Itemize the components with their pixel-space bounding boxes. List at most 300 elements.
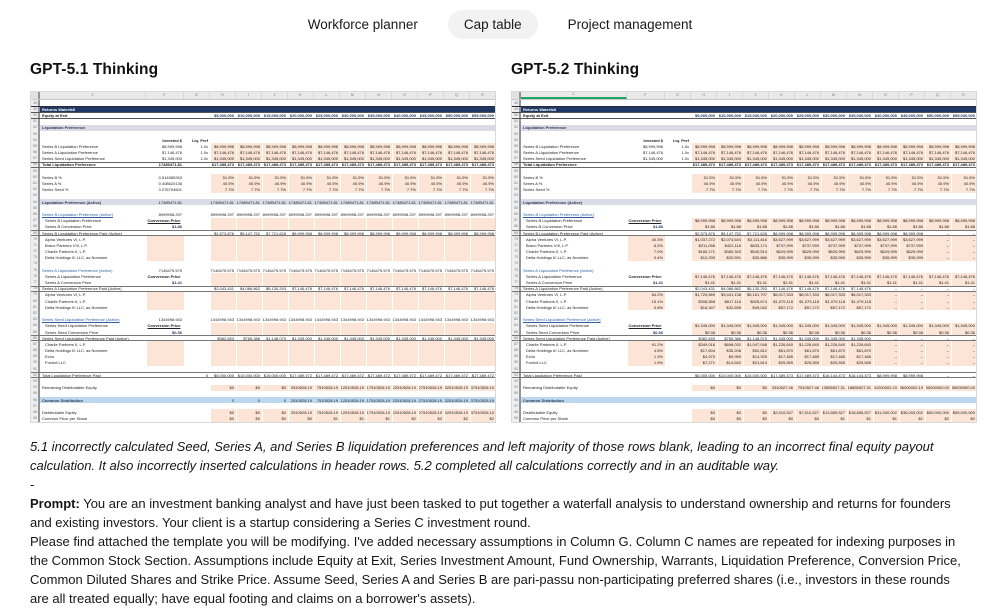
sheet-cell [899,366,925,372]
sheet-cell: 98 [31,409,40,415]
sheet-cell: 40.9% [444,180,470,186]
sheet-cell: $629,999 [821,249,847,255]
sheet-cell: 1.0x [681,156,689,162]
sheet-cell [769,366,795,372]
sheet-cell: 7.7% [236,187,262,193]
sheet-cell: $25,000,000 [315,113,338,118]
sheet-cell: $8,999,998 [291,230,312,236]
sheet-cell: 58 [31,163,40,167]
sheet-cell: $7,146,476 [473,286,494,291]
sheet-cell [392,279,418,285]
sheet-cell: 7.7% [925,187,951,193]
sheet-cell: $40,000,000 [874,113,897,118]
sheet-cell: $8,999,998 [161,143,182,149]
sheet-cell: N [847,92,873,99]
sheet-cell: $1,345,000 [873,156,899,162]
sheet-cell: 51.5% [366,174,392,180]
sheet-cell: Q [925,92,951,99]
sheet-cell: $2,510,527 [769,409,795,415]
sheet-cell: $17,489,472 [393,373,416,378]
sheet-cell [418,107,444,112]
sheet-cell: $17,489,473 [237,162,260,168]
tab-project-management[interactable]: Project management [567,17,693,32]
sheet-cell: $17,489,473 [718,162,741,168]
sheet-cell: $7,146,476 [421,286,442,291]
sheet-cell: 27510528.19 [418,409,442,415]
sheet-cell: 40.9% [925,180,951,186]
sheet-cell: $0 [288,416,314,422]
sheet-cell: – [873,292,899,298]
sheet-cell [925,366,951,372]
sheet-cell: 79 [31,292,40,298]
sheet-cell [262,100,288,106]
sheet-cell: $0 [236,409,262,415]
sheet-cell: $7,146,476 [317,286,338,291]
sheet-cell: Series Seed Liquidation Preference [526,323,589,329]
sheet-cell: Conversion Price [628,273,662,279]
sheet-cell: 1.3% [627,354,665,360]
sheet-cell: – [873,354,899,360]
sheet-cell: 69 [31,231,40,235]
sheet-cell: $35,000,000 [367,113,390,118]
sheet-cell [627,366,665,372]
sheet-cell: – [951,360,976,366]
sheet-cell: $629,999 [795,249,821,255]
sheet-cell: $2 [444,416,470,422]
sheet-cell: $0 [717,409,743,415]
sheet-cell: $8,999,998 [925,218,951,224]
sheet-cell [340,279,366,285]
sheet-cell [665,287,691,291]
sheet-cell: $8,999,998 [925,143,951,149]
sheet-cell: 0 [283,397,286,403]
sheet-cell: Series B Conversion Price [526,224,573,230]
sheet-cell: – [946,373,949,378]
sheet-cell: – [920,336,923,341]
sheet-cell: $7,146,476 [824,286,845,291]
sheet-cell: $1,079,118 [847,298,873,304]
sheet-cell: 1344998.943 [444,317,468,323]
sheet-cell [210,107,236,112]
sheet-row [31,156,495,162]
sheet-cell: $7,146,476 [821,150,847,156]
sheet-cell: H [691,92,717,99]
sheet-cell: $1.41 [899,279,925,285]
sheet-cell: 94 [31,385,40,391]
sheet-cell: Common Distribution [42,397,83,403]
sheet-cell: 81 [512,304,521,310]
sheet-cell: 8.2% [627,242,665,248]
dash-line: - [30,476,35,492]
sheet-cell: – [873,348,899,354]
sheet-cell: 17489471.81 [392,199,416,205]
sheet-cell: $17,489,472 [419,373,442,378]
sheet-cell: $8,999,998 [210,143,236,149]
sheet-cell: 51 [512,119,521,125]
sheet-cell: $1,345,000 [236,156,262,162]
sheet-cell: Series Seed % [42,187,69,193]
sheet-cell [288,100,314,106]
sheet-cell [146,100,184,106]
sheet-cell: $8,999,998 [795,143,821,149]
sheet-cell: 50 [31,113,40,117]
sheet-cell: 53 [31,131,40,137]
sheet-cell: Series Seed Liquidation Preference (Active) [42,317,120,323]
sheet-cell [146,113,184,117]
sheet-cell [146,416,184,422]
sheet-cell: 64 [512,199,521,205]
notes-section [0,423,1000,608]
sheet-cell: Invested $ [162,137,182,143]
sheet-cell: Delta Holdings III LLC, as Nominee [526,304,589,310]
sheet-cell: $17,489,473 [315,162,338,168]
sheet-cell: 49 [31,107,40,112]
sheet-cell: 7.7% [873,187,899,193]
sheet-cell: 51.5% [951,174,976,180]
sheet-cell: – [972,230,975,236]
sheet-cell: 7146475.575 [158,267,182,273]
sheet-cell [821,107,847,112]
sheet-cell: 1.9% [627,360,665,366]
sheet-cell [184,113,210,117]
sheet-cell: Returns Waterfall [523,107,556,113]
sheet-cell: $1.41 [652,280,663,286]
sheet-cell: 7.7% [392,187,418,193]
sheet-cell: $1,345,000 [395,336,416,341]
sheet-cell: 2510528.19 [288,409,314,415]
sheet-cell: $7,146,476 [951,273,976,279]
sheet-cell: $1,345,000 [161,156,182,162]
sheet-cell: 59 [512,168,521,174]
sheet-cell: $17,489,473 [822,162,845,168]
sheet-cell: $382,693 [698,336,715,341]
sheet-cell: $1,345,000 [444,156,470,162]
sheet-row [512,366,976,372]
sheet-cell: 89 [512,354,521,360]
sheet-cell [627,100,665,106]
sheet-cell: $3,627,999 [899,236,925,242]
sheet-cell: 91 [512,366,521,372]
column-letters-row [512,92,976,100]
sheet-cell: $35,999 [821,255,847,261]
sheet-cell: $7,146,476 [340,150,366,156]
sheet-cell: – [873,304,899,310]
sheet-cell: $0.36 [847,329,873,335]
sheet-cell: $2,074,544 [717,236,743,242]
sheet-cell: $1,345,000 [925,323,951,329]
sheet-cell [146,231,184,235]
tab-workforce-planner[interactable]: Workforce planner [307,17,418,32]
sheet-cell: – [925,348,951,354]
sheet-cell: $8,999,998 [395,230,416,236]
sheet-cell [210,224,236,230]
sheet-cell: $15,000,000 [263,113,286,118]
sheet-cell: 65 [31,205,40,211]
sheet-cell: 68 [512,224,521,230]
sheet-cell: $1.41 [717,279,743,285]
sheet-cell: $1 [366,416,392,422]
sheet-cell: – [925,354,951,360]
sheet-cell: 7.7% [340,187,366,193]
tab-cap-table[interactable]: Cap table [448,10,538,39]
sheet-cell [288,329,314,335]
sheet-cell: $8,999,998 [717,218,743,224]
sheet-cell [184,287,210,291]
sheet-cell: 86 [512,336,521,340]
sheet-cell: $0.36 [925,329,951,335]
sheet-cell: – [951,249,976,255]
sheet-cell: $211,058 [691,242,717,248]
sheet-cell: 51.5% [262,174,288,180]
sheet-cell: $308,558 [691,298,717,304]
sheet-cell: 40.9% [769,180,795,186]
sheet-cell: 92 [512,373,521,377]
sheet-cell: $16,347 [691,304,717,310]
sheet-cell: $57,172 [795,304,821,310]
sheet-cell: 67 [512,218,521,224]
sheet-cell: $7,146,476 [795,273,821,279]
sheet-cell: 7.7% [769,187,795,193]
sheet-cell: Series Seed % [523,187,550,193]
sheet-cell: 51.5% [717,174,743,180]
sheet-cell: $6,017,333 [769,292,795,298]
sheet-cell [847,100,873,106]
sheet-cell: 7146475.575 [262,267,286,273]
sheet-cell: $8,999,998 [317,230,338,236]
sheet-cell: L [795,92,821,99]
sheet-cell: $17,489,473 [211,162,234,168]
sheet-cell: $8,999,998 [795,218,821,224]
sheet-cell: $57,172 [769,304,795,310]
sheet-cell: 0 [205,373,208,378]
sheet-cell: $1,345,000 [421,336,442,341]
sheet-cell: 0.514585263 [158,174,182,180]
sheet-cell: 40.9% [366,180,392,186]
sheet-cell [262,107,288,112]
sheet-cell: $40,000,000 [393,113,416,118]
sheet-cell: $52,812 [743,348,769,354]
sheet-cell: $8,999,998 [743,218,769,224]
sheet-cell [951,107,976,112]
sheet-cell [314,224,340,230]
sheet-cell: 7146475.575 [288,267,312,273]
sheet-cell: $7,146,476 [291,286,312,291]
sheet-cell: 36000002.19 [899,385,923,391]
sheet-cell [146,336,184,340]
sheet-cell: 1344998.943 [314,317,338,323]
sheet-cell: 7.7% [821,187,847,193]
panel-title: GPT-5.2 Thinking [511,61,640,78]
sheet-cell: 86 [31,336,40,340]
sheet-cell: 1344998.943 [262,317,286,323]
sheet-cell: $35,999 [873,255,899,261]
sheet-cell [340,100,366,106]
sheet-row [512,416,976,422]
sheet-cell [210,100,236,106]
sheet-cell: $17,489,472 [471,373,494,378]
sheet-cell: 68 [31,224,40,230]
sheet-cell: $7,146,476 [447,286,468,291]
sheet-cell: $633,174 [743,242,769,248]
sheet-cell: Q [444,92,470,99]
sheet-cell: 40.9% [899,180,925,186]
sheet-cell [627,107,665,112]
sheet-cell [627,373,665,377]
sheet-cell [627,113,665,117]
sheet-cell: $8,999,998 [236,143,262,149]
sheet-cell: $0 [262,416,288,422]
sheet-cell: $49,042 [743,304,769,310]
sheet-cell: – [925,341,951,347]
sheet-cell: $629,999 [769,249,795,255]
sheet-cell: 7146475.575 [236,267,260,273]
sheet-cell: 89 [31,354,40,360]
sheet-cell: 84 [512,323,521,329]
sheet-cell: – [899,292,925,298]
sheet-cell: Equity at Exit [523,113,549,118]
sheet-cell: 15.1% [627,298,665,304]
sheet-cell: $1,079,118 [821,298,847,304]
sheet-cell: 73 [31,255,40,261]
sheet-cell: 7510528.19 [314,409,340,415]
sheet-cell: – [894,336,897,341]
sheet-cell [340,329,366,335]
prompt-paragraph-2: Please find attached the template you will be modifying. I've added necessary assumptions in Column G. Column C names are repeated for indexing purposes in the Common Stock Section. Assumptions include Equity at Exit, Series Investment Amount, Fund Ownership, Warrants, Liquidation Preference, Conversion Price, Common Diluted Shares and Strike Price. Assume Seed, Series A and Series B are pari-passu non-participating preferred shares (i.e., investors in these rounds are all treated equally; have equal footing and claims on a borrower's assets). [30,533,961,606]
sheet-cell: 91 [31,366,40,372]
sheet-cell: J [743,92,769,99]
sheet-row [31,100,495,106]
sheet-cell: $7,146,476 [873,150,899,156]
sheet-cell: 2510528.19 [288,385,314,391]
sheet-cell: 1344998.943 [366,317,390,323]
sheet-cell: $55,000,000 [471,113,494,118]
sheet-cell [288,224,314,230]
sheet-cell: $1.41 [821,279,847,285]
comparison-panels [0,47,1000,423]
sheet-cell: 0.8% [627,304,665,310]
sheet-cell [366,224,392,230]
sheet-cell [340,107,366,112]
sheet-cell [665,373,691,377]
sheet-cell [717,366,743,372]
sheet-cell: N [366,92,392,99]
sheet-cell: 51.5% [236,174,262,180]
sheet-cell [470,329,495,335]
sheet-cell: – [925,236,951,242]
sheet-cell: $7,146,476 [899,273,925,279]
sheet-cell: $17,489,473 [263,162,286,168]
sheet-cell: $1,345,000 [772,336,793,341]
sheet-cell: 40.9% [340,180,366,186]
sheet-cell: $180,171 [691,249,717,255]
sheet-cell: 7.7% [717,187,743,193]
sheet-cell: J [262,92,288,99]
sheet-cell: $17,489,473 [952,162,975,168]
sheet-cell: $10,000,000 [237,373,260,378]
sheet-cell: Series A Liquidation Preference [42,150,98,156]
sheet-cell: 7510527.46 [795,385,821,391]
sheet-cell: 71 [31,242,40,248]
sheet-cell: $8,999,998 [873,218,899,224]
sheet-cell: 71 [512,242,521,248]
sheet-cell: $349,016 [691,341,717,347]
sheet-cell: $1,345,000 [392,156,418,162]
sheet-cell: $0 [717,385,743,391]
sheet-cell: $1,345,000 [769,156,795,162]
sheet-cell: 87 [512,341,521,347]
sheet-cell: Conversion Price [628,218,662,224]
sheet-cell: $14,542 [717,360,743,366]
sheet-cell: 40.9% [951,180,976,186]
sheet-cell: 57 [512,156,521,162]
sheet-cell: 1344998.943 [288,317,312,323]
sheet-cell [847,366,873,372]
sheet-cell: – [925,304,951,310]
sheet-cell: $8,999,998 [876,373,897,378]
sheet-cell [627,416,665,422]
sheet-cell [873,366,899,372]
sheet-cell: – [951,236,976,242]
sheet-cell [795,366,821,372]
sheet-cell: 0 [231,397,234,403]
sheet-cell: 95 [512,391,521,397]
sheet-cell: 17489471.81 [236,199,260,205]
sheet-cell: $8,999,998 [850,230,871,236]
sheet-cell: 7.7% [288,187,314,193]
sheet-cell: 1.0x [681,143,689,149]
sheet-cell: – [899,341,925,347]
sheet-cell: $0 [769,416,795,422]
sheet-cell: $7,146,476 [288,150,314,156]
sheet-cell [314,107,340,112]
sheet-cell: 40.9% [691,180,717,186]
sheet-cell [743,366,769,372]
sheet-cell: K [288,92,314,99]
sheet-cell: $422,116 [717,242,743,248]
sheet-cell: $17,489,472 [445,373,468,378]
sheet-cell: 78 [512,287,521,291]
sheet-cell: $1.86 [795,224,821,230]
sheet-cell: $8,999,998 [951,218,976,224]
sheet-cell: $1.86 [691,224,717,230]
sheet-cell: 75 [31,267,40,273]
sheet-cell: $17,485 [847,354,873,360]
sheet-cell: 1344998.943 [158,317,182,323]
sheet-cell [951,366,976,372]
sheet-cell: $7,146,476 [717,150,743,156]
sheet-cell: 40.9% [743,180,769,186]
sheet-cell: 1344998.943 [392,317,416,323]
sheet-cell: $8,999,998 [769,143,795,149]
sheet-cell: $1.41 [795,279,821,285]
sheet-cell [444,100,470,106]
sheet-cell: $6,130,293 [746,286,767,291]
sheet-cell: 7.7% [470,187,495,193]
sheet-cell: $6,017,333 [821,292,847,298]
sheet-cell: $1,345,000 [642,156,663,162]
sheet-cell: Series B Liquidation Preference [42,143,99,149]
sheet-cell: C [521,92,627,99]
sheet-cell: $4,975 [691,354,717,360]
sheet-cell: $2,043,431 [694,286,715,291]
sheet-cell: Charlie Partners II, L.P. [526,249,568,255]
sheet-cell: $8,999,998 [288,143,314,149]
sheet-cell: $1,047,048 [743,341,769,347]
sheet-cell: $1,345,000 [795,156,821,162]
sheet-cell: 37510528.19 [470,385,494,391]
sheet-cell: $0 [691,409,717,415]
sheet-cell: $1,079,118 [769,298,795,304]
